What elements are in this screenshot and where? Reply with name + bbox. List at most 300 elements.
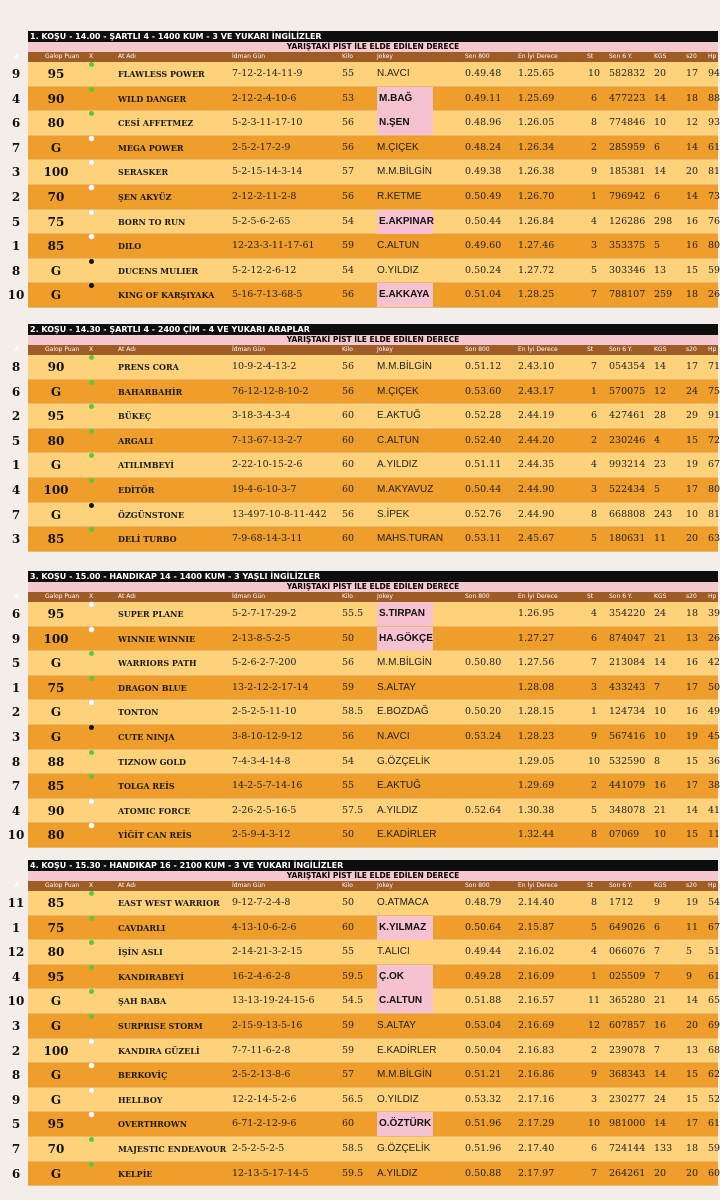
jockey-name: M.M.BİLGİN xyxy=(377,361,433,372)
table-row xyxy=(7,891,720,916)
cell-best: 2.16.02 xyxy=(518,946,555,958)
cell-hp: 42 xyxy=(708,657,720,669)
column-header: St xyxy=(587,593,594,600)
cell-hp: 52 xyxy=(708,1093,720,1105)
cell-s20: 18 xyxy=(686,289,699,301)
jockey-name: K.YILMAZ xyxy=(377,916,433,940)
cell-s20: 15 xyxy=(686,434,699,446)
cell-best: 1.26.38 xyxy=(518,166,555,178)
cell-s20: 13 xyxy=(686,1044,699,1056)
cell-idman: 13-13-19-24-15-6 xyxy=(232,995,315,1007)
cell-s800: 0.49.48 xyxy=(465,68,502,79)
cell-gp: 70 xyxy=(47,1141,65,1156)
cell-hp: 36 xyxy=(708,755,720,767)
cell-no: 8 xyxy=(11,754,21,769)
cell-no: 1 xyxy=(11,239,21,254)
column-header: En İyi Derece xyxy=(518,346,558,353)
cell-kgs: 5 xyxy=(654,483,661,495)
column-header: At Adı xyxy=(118,53,136,60)
status-dot-icon xyxy=(89,259,94,264)
cell-kilo: 59.5 xyxy=(342,970,364,982)
cell-best: 1.27.56 xyxy=(518,657,555,669)
cell-son6: 607857 xyxy=(609,1019,646,1031)
cell-gp: G xyxy=(50,288,62,303)
cell-hp: 65 xyxy=(708,995,720,1007)
cell-s800: 0.50.80 xyxy=(465,657,502,669)
cell-son6: 124734 xyxy=(609,706,646,718)
cell-gp: 85 xyxy=(47,779,65,794)
cell-son6: 025509 xyxy=(609,970,646,982)
jockey-name: N.AVCI xyxy=(377,68,410,79)
cell-no: 7 xyxy=(11,507,21,522)
horse-name: SUPER PLANE xyxy=(118,609,184,619)
cell-s800: 0.49.38 xyxy=(465,166,502,178)
status-dot-icon xyxy=(89,799,94,804)
cell-s20: 24 xyxy=(686,385,699,397)
cell-st: 10 xyxy=(587,68,601,79)
cell-st: 5 xyxy=(590,921,598,933)
cell-no: 1 xyxy=(11,458,21,473)
status-dot-icon xyxy=(89,234,94,239)
cell-no: 2 xyxy=(11,189,21,204)
cell-st: 8 xyxy=(590,829,598,841)
cell-s800: 0.53.32 xyxy=(465,1093,502,1105)
cell-gp: G xyxy=(50,140,62,155)
cell-kgs: 243 xyxy=(654,508,673,520)
cell-kilo: 59 xyxy=(342,240,355,252)
cell-st: 9 xyxy=(590,166,598,178)
column-header: Hp xyxy=(708,346,717,353)
cell-s800: 0.52.64 xyxy=(465,804,502,816)
cell-s800: 0.50.24 xyxy=(465,264,502,276)
column-header: s20 xyxy=(686,53,697,60)
cell-st: 5 xyxy=(590,804,598,816)
cell-s20: 18 xyxy=(686,608,699,619)
horse-name: KELPİE xyxy=(118,1168,153,1179)
column-header: Kilo xyxy=(342,882,353,889)
cell-st: 5 xyxy=(590,533,598,545)
cell-son6: 993214 xyxy=(609,459,646,471)
table-row xyxy=(11,916,720,941)
cell-s800: 0.50.64 xyxy=(465,921,502,933)
cell-kilo: 56 xyxy=(342,289,355,301)
cell-kgs: 6 xyxy=(654,141,661,153)
cell-idman: 19-4-6-10-3-7 xyxy=(232,483,297,495)
cell-gp: G xyxy=(50,507,62,522)
cell-s20: 14 xyxy=(686,804,699,816)
table-row xyxy=(11,503,720,528)
status-dot-icon xyxy=(89,160,94,165)
cell-idman: 2-26-2-5-16-5 xyxy=(232,804,297,816)
cell-best: 2.17.97 xyxy=(518,1167,555,1179)
race-subtitle: YARIŞTAKİ PİST İLE ELDE EDİLEN DERECE xyxy=(28,871,718,881)
table-row xyxy=(11,1014,720,1039)
table-row xyxy=(11,210,720,235)
cell-idman: 2-5-2-5-2-5 xyxy=(232,1142,285,1154)
cell-no: 2 xyxy=(11,705,21,720)
cell-best: 2.16.57 xyxy=(518,995,555,1007)
cell-gp: 95 xyxy=(47,607,65,621)
cell-s20: 17 xyxy=(686,483,699,495)
cell-no: 5 xyxy=(11,214,21,229)
cell-gp: 80 xyxy=(47,828,65,843)
status-dot-icon xyxy=(89,1137,94,1142)
horse-name: DRAGON BLUE xyxy=(118,682,187,693)
cell-son6: 427461 xyxy=(609,410,646,422)
jockey-name: M.AKYAVUZ xyxy=(377,483,434,495)
cell-hp: 88 xyxy=(708,92,720,104)
table-row xyxy=(7,989,720,1014)
cell-kgs: 14 xyxy=(654,657,667,669)
status-dot-icon xyxy=(89,210,94,215)
cell-kilo: 60 xyxy=(342,1118,355,1130)
jockey-name: N.ŞEN xyxy=(377,111,433,135)
cell-s800: 0.51.96 xyxy=(465,1118,502,1130)
cell-st: 6 xyxy=(590,1142,598,1154)
cell-hp: 63 xyxy=(708,533,720,545)
cell-no: 7 xyxy=(11,140,21,155)
cell-son6: 433243 xyxy=(609,681,646,693)
horse-name: WINNIE WINNIE xyxy=(118,633,196,644)
cell-s800: 0.49.11 xyxy=(465,92,502,104)
column-header: KGS xyxy=(654,882,667,889)
cell-gp: 75 xyxy=(47,920,65,935)
cell-s20: 10 xyxy=(686,508,699,520)
cell-s20: 20 xyxy=(686,166,699,178)
jockey-name: O.YILDIZ xyxy=(377,1093,419,1105)
race-title: 2. KOŞU - 14.30 - ŞARTLI 4 - 2400 ÇİM - 4 VE YUKARI ARAPLAR xyxy=(28,324,718,335)
cell-kgs: 259 xyxy=(654,289,673,301)
cell-kgs: 20 xyxy=(654,68,667,79)
race-table-2 xyxy=(11,324,720,552)
horse-name: DILO xyxy=(118,241,142,252)
cell-st: 5 xyxy=(590,264,598,276)
cell-hp: 26 xyxy=(708,289,720,301)
cell-best: 1.28.25 xyxy=(518,289,555,301)
cell-no: 3 xyxy=(11,532,21,547)
table-row xyxy=(11,404,720,429)
cell-best: 2.44.19 xyxy=(518,410,555,422)
column-header: Galop Puan xyxy=(45,882,80,889)
column-header: KGS xyxy=(654,593,667,600)
cell-no: 7 xyxy=(11,1141,21,1156)
cell-idman: 5-2-7-17-29-2 xyxy=(232,608,297,619)
cell-kilo: 50 xyxy=(342,897,355,908)
cell-best: 1.32.44 xyxy=(518,829,555,841)
cell-s20: 12 xyxy=(686,117,699,129)
cell-s800: 0.51.96 xyxy=(465,1142,502,1154)
column-header: KGS xyxy=(654,53,667,60)
cell-hp: 51 xyxy=(708,946,720,958)
column-header: # xyxy=(14,593,20,600)
cell-st: 8 xyxy=(590,117,598,129)
table-row xyxy=(11,799,720,824)
cell-best: 2.16.69 xyxy=(518,1019,555,1031)
horse-name: WARRIORS PATH xyxy=(118,658,197,669)
cell-idman: 2-12-2-11-2-8 xyxy=(232,190,297,202)
jockey-name: HA.GÖKÇE xyxy=(377,627,433,651)
jockey-name: O.ATMACA xyxy=(377,897,429,908)
status-dot-icon xyxy=(89,1162,94,1167)
cell-son6: 285959 xyxy=(609,141,646,153)
jockey-name: M.M.BİLGİN xyxy=(377,1069,433,1081)
cell-kgs: 9 xyxy=(654,897,661,908)
horse-name: FLAWLESS POWER xyxy=(118,69,205,79)
cell-no: 3 xyxy=(11,729,21,744)
status-dot-icon xyxy=(89,1088,94,1093)
cell-kgs: 23 xyxy=(654,459,667,471)
cell-best: 2.16.09 xyxy=(518,970,555,982)
jockey-name: MAHS.TURAN xyxy=(377,533,444,545)
cell-hp: 60 xyxy=(708,1167,720,1179)
cell-kgs: 6 xyxy=(654,921,661,933)
cell-kgs: 14 xyxy=(654,361,667,372)
horse-name: ŞEN AKYÜZ xyxy=(118,191,172,202)
status-dot-icon xyxy=(89,429,94,434)
cell-hp: 59 xyxy=(708,264,720,276)
cell-s800: 0.51.88 xyxy=(465,995,502,1007)
cell-kilo: 50 xyxy=(342,829,355,841)
column-header: At Adı xyxy=(118,882,136,889)
table-row xyxy=(11,627,720,652)
race-table-1 xyxy=(7,31,720,308)
cell-kgs: 14 xyxy=(654,92,667,104)
cell-gp: G xyxy=(50,705,62,720)
cell-s800: 0.51.12 xyxy=(465,361,502,372)
table-row xyxy=(11,700,720,725)
cell-s20: 9 xyxy=(686,970,693,982)
cell-son6: 239078 xyxy=(609,1044,646,1056)
race-subtitle: YARIŞTAKİ PİST İLE ELDE EDİLEN DERECE xyxy=(28,582,718,592)
cell-son6: 365280 xyxy=(609,995,646,1007)
cell-s20: 15 xyxy=(686,829,699,841)
cell-s20: 16 xyxy=(686,657,699,669)
table-row xyxy=(11,62,720,87)
horse-name: ÖZGÜNSTONE xyxy=(118,509,185,520)
horse-name: KANDIRA GÜZELİ xyxy=(118,1045,200,1056)
cell-best: 2.44.20 xyxy=(518,434,555,446)
cell-no: 5 xyxy=(11,433,21,448)
cell-kilo: 60 xyxy=(342,533,355,545)
cell-best: 2.17.40 xyxy=(518,1142,555,1154)
cell-st: 8 xyxy=(590,897,598,908)
column-header: Son 800 xyxy=(465,346,490,353)
cell-hp: 94 xyxy=(708,68,720,79)
cell-st: 9 xyxy=(590,730,598,742)
status-dot-icon xyxy=(89,355,94,360)
horse-name: HELLBOY xyxy=(118,1094,163,1105)
cell-s800: 0.51.21 xyxy=(465,1069,502,1081)
cell-s800: 0.50.88 xyxy=(465,1167,502,1179)
cell-st: 3 xyxy=(590,1093,598,1105)
cell-kilo: 56 xyxy=(342,141,355,153)
column-header: İdman Gün xyxy=(232,593,266,600)
cell-kilo: 56.5 xyxy=(342,1093,364,1105)
cell-st: 3 xyxy=(590,483,598,495)
cell-gp: G xyxy=(50,1068,62,1083)
cell-s800: 0.51.11 xyxy=(465,459,502,471)
column-header: Jokey xyxy=(377,346,393,353)
table-row xyxy=(11,965,720,990)
column-header: Hp xyxy=(708,593,717,600)
cell-gp: 90 xyxy=(47,360,65,374)
cell-hp: 67 xyxy=(708,459,720,471)
cell-s20: 20 xyxy=(686,1167,699,1179)
cell-gp: G xyxy=(50,458,62,473)
cell-kgs: 24 xyxy=(654,1093,667,1105)
cell-idman: 16-2-4-6-2-8 xyxy=(232,970,291,982)
cell-no: 2 xyxy=(11,409,21,424)
cell-no: 12 xyxy=(7,945,25,960)
jockey-name: C.ALTUN xyxy=(377,240,420,252)
horse-name: DELİ TURBO xyxy=(118,534,177,545)
cell-s20: 15 xyxy=(686,1093,699,1105)
cell-s800: 0.49.60 xyxy=(465,240,502,252)
cell-best: 1.27.27 xyxy=(518,632,555,644)
cell-gp: 100 xyxy=(43,165,69,180)
cell-idman: 2-22-10-15-2-6 xyxy=(232,459,303,471)
table-row xyxy=(11,1112,720,1137)
status-dot-icon xyxy=(89,453,94,458)
race-table-3 xyxy=(7,571,720,848)
cell-best: 1.26.70 xyxy=(518,190,555,202)
cell-kilo: 60 xyxy=(342,410,355,422)
cell-son6: 185381 xyxy=(609,166,646,178)
cell-kilo: 56 xyxy=(342,730,355,742)
cell-gp: 90 xyxy=(47,91,65,106)
column-header: X xyxy=(89,53,94,60)
cell-no: 10 xyxy=(7,828,25,843)
column-header: Hp xyxy=(708,882,717,889)
race-title: 3. KOŞU - 15.00 - HANDIKAP 14 - 1400 KUM - 3 YAŞLI İNGİLİZLER xyxy=(28,571,718,582)
cell-kgs: 16 xyxy=(654,1019,667,1031)
status-dot-icon xyxy=(89,478,94,483)
status-dot-icon xyxy=(89,989,94,994)
status-dot-icon xyxy=(89,700,94,705)
cell-s800: 0.48.79 xyxy=(465,897,502,908)
cell-kgs: 10 xyxy=(654,706,667,718)
cell-kgs: 10 xyxy=(654,829,667,841)
cell-s20: 17 xyxy=(686,780,699,792)
status-dot-icon xyxy=(89,725,94,730)
cell-best: 1.28.23 xyxy=(518,730,555,742)
cell-no: 4 xyxy=(11,803,21,818)
status-dot-icon xyxy=(89,774,94,779)
table-row xyxy=(11,527,720,552)
horse-name: ŞAH BABA xyxy=(118,996,167,1007)
cell-gp: 90 xyxy=(47,803,65,818)
cell-kgs: 13 xyxy=(654,264,667,276)
cell-gp: 70 xyxy=(47,189,65,204)
cell-s800: 0.53.04 xyxy=(465,1019,502,1031)
cell-no: 1 xyxy=(11,920,21,935)
cell-son6: 353375 xyxy=(609,240,646,252)
cell-son6: 981000 xyxy=(609,1118,646,1130)
cell-hp: 45 xyxy=(708,730,720,742)
cell-idman: 7-9-68-14-3-11 xyxy=(232,533,303,545)
cell-hp: 67 xyxy=(708,921,720,933)
cell-st: 1 xyxy=(590,706,598,718)
cell-s800: 0.53.24 xyxy=(465,730,502,742)
jockey-name: E.KADİRLER xyxy=(377,829,437,841)
horse-name: MEGA POWER xyxy=(118,142,184,153)
cell-son6: 724144 xyxy=(609,1142,646,1154)
horse-name: CAVDARLI xyxy=(118,922,166,933)
cell-best: 2.17.16 xyxy=(518,1093,555,1105)
cell-son6: 649026 xyxy=(609,921,646,933)
cell-st: 7 xyxy=(590,289,598,301)
cell-no: 6 xyxy=(11,384,21,399)
cell-kgs: 14 xyxy=(654,1069,667,1081)
cell-s800: 0.50.49 xyxy=(465,190,502,202)
race-title: 1. KOŞU - 14.00 - ŞARTLI 4 - 1400 KUM - 3 VE YUKARI İNGİLİZLER xyxy=(28,31,718,42)
jockey-name: N.AVCI xyxy=(377,730,410,742)
horse-name: İŞİN ASLI xyxy=(118,947,163,958)
cell-st: 7 xyxy=(590,1167,598,1179)
table-row xyxy=(11,1162,720,1187)
cell-son6: 532590 xyxy=(609,755,646,767)
cell-son6: 874047 xyxy=(609,632,646,644)
cell-s800: 0.50.44 xyxy=(465,483,502,495)
cell-gp: 100 xyxy=(43,1043,69,1058)
horse-name: YİĞİT CAN REİS xyxy=(118,830,192,841)
cell-gp: 75 xyxy=(47,680,65,695)
cell-gp: 95 xyxy=(47,1117,65,1132)
cell-kgs: 16 xyxy=(654,780,667,792)
race-subtitle: YARIŞTAKİ PİST İLE ELDE EDİLEN DERECE xyxy=(28,335,718,345)
cell-gp: 85 xyxy=(47,239,65,254)
jockey-name: O.YILDIZ xyxy=(377,264,419,276)
cell-kilo: 55 xyxy=(342,68,355,79)
cell-kgs: 7 xyxy=(654,970,661,982)
cell-kilo: 60 xyxy=(342,483,355,495)
cell-son6: 774846 xyxy=(609,117,646,129)
cell-hp: 26 xyxy=(708,632,720,644)
cell-son6: 567416 xyxy=(609,730,646,742)
cell-kilo: 54 xyxy=(342,264,355,276)
cell-kilo: 50 xyxy=(342,632,355,644)
cell-no: 8 xyxy=(11,263,21,278)
cell-kgs: 21 xyxy=(654,632,667,644)
cell-no: 10 xyxy=(7,288,25,303)
column-header: # xyxy=(14,882,20,889)
cell-kgs: 6 xyxy=(654,190,661,202)
horse-name: KING OF KARŞIYAKA xyxy=(118,290,215,301)
cell-s800: 0.53.60 xyxy=(465,385,502,397)
cell-st: 4 xyxy=(590,946,598,958)
column-header: X xyxy=(89,346,94,353)
cell-s20: 15 xyxy=(686,1069,699,1081)
cell-kilo: 56 xyxy=(342,508,355,520)
column-header: X xyxy=(89,882,94,889)
status-dot-icon xyxy=(89,1112,94,1117)
jockey-name: E.AKKAYA xyxy=(377,283,433,307)
column-header: # xyxy=(14,53,20,60)
cell-son6: 066076 xyxy=(609,946,646,958)
cell-idman: 5-2-3-11-17-10 xyxy=(232,117,303,129)
cell-st: 11 xyxy=(587,995,601,1007)
column-header: X xyxy=(89,593,94,600)
table-row xyxy=(7,823,720,848)
column-header: s20 xyxy=(686,593,697,600)
cell-son6: 796942 xyxy=(609,190,646,202)
cell-no: 8 xyxy=(11,360,21,374)
status-dot-icon xyxy=(89,503,94,508)
cell-kgs: 298 xyxy=(654,215,673,227)
cell-son6: 126286 xyxy=(609,215,646,227)
cell-idman: 12-23-3-11-17-61 xyxy=(232,240,315,252)
table-row xyxy=(11,185,720,210)
